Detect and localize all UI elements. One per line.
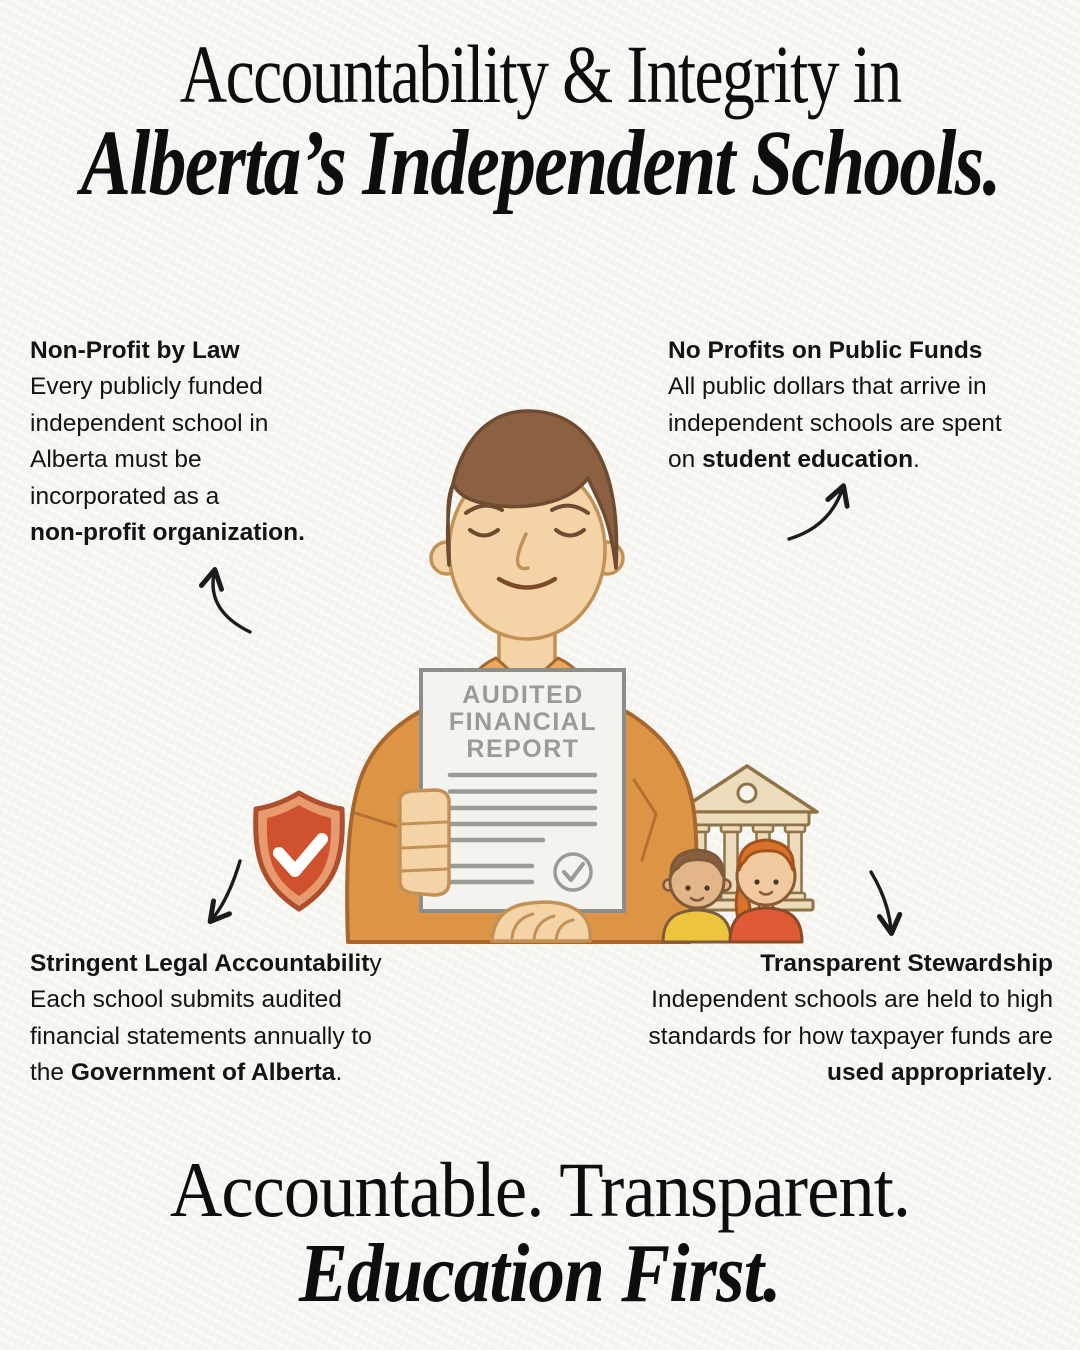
tagline-line-2: Education First. bbox=[299, 1227, 781, 1320]
callout-body: Every publicly funded independent school in Alberta must be incorporated as a non-profit organization. bbox=[30, 373, 305, 547]
callout-heading: Stringent Legal Accountability bbox=[30, 950, 382, 977]
title-line-1: Accountability & Integrity in bbox=[179, 28, 901, 120]
student-girl bbox=[730, 840, 802, 942]
callout-transparent-stewardship bbox=[649, 946, 1053, 1092]
callout-body: Each school submits audited financial statements annually to the Government of Alberta. bbox=[30, 986, 372, 1087]
title-line-2: Alberta’s Independent Schools. bbox=[80, 112, 1000, 215]
report-title-line-1: AUDITED bbox=[462, 681, 584, 709]
left-hand bbox=[400, 790, 449, 895]
callout-heading: Non-Profit by Law bbox=[30, 337, 240, 364]
callout-heading: Transparent Stewardship bbox=[760, 950, 1053, 977]
callout-heading: No Profits on Public Funds bbox=[668, 337, 983, 364]
callout-no-profits-on-public-funds bbox=[668, 333, 1002, 479]
callout-body: All public dollars that arrive in independent schools are spent on student education. bbox=[668, 373, 1002, 474]
callout-body: Independent schools are held to high standards for how taxpayer funds are used appropriately. bbox=[648, 986, 1053, 1087]
report-title-line-2: FINANCIAL bbox=[448, 708, 598, 736]
curved-arrow-top-left bbox=[213, 574, 250, 632]
curved-arrow-bottom-left bbox=[213, 861, 240, 918]
curved-arrow-bottom-right bbox=[871, 872, 891, 929]
curved-arrow-top-right bbox=[789, 490, 842, 539]
tagline-line-1: Accountable. Transparent. bbox=[169, 1146, 911, 1233]
tagline bbox=[0, 1146, 1080, 1320]
student-boy bbox=[663, 850, 731, 942]
report-title-line-3: REPORT bbox=[466, 735, 580, 763]
callout-stringent-legal-accountability bbox=[30, 946, 382, 1092]
shield-check-icon bbox=[256, 793, 343, 909]
audited-report-paper bbox=[421, 670, 624, 911]
callout-non-profit-by-law bbox=[30, 333, 305, 551]
